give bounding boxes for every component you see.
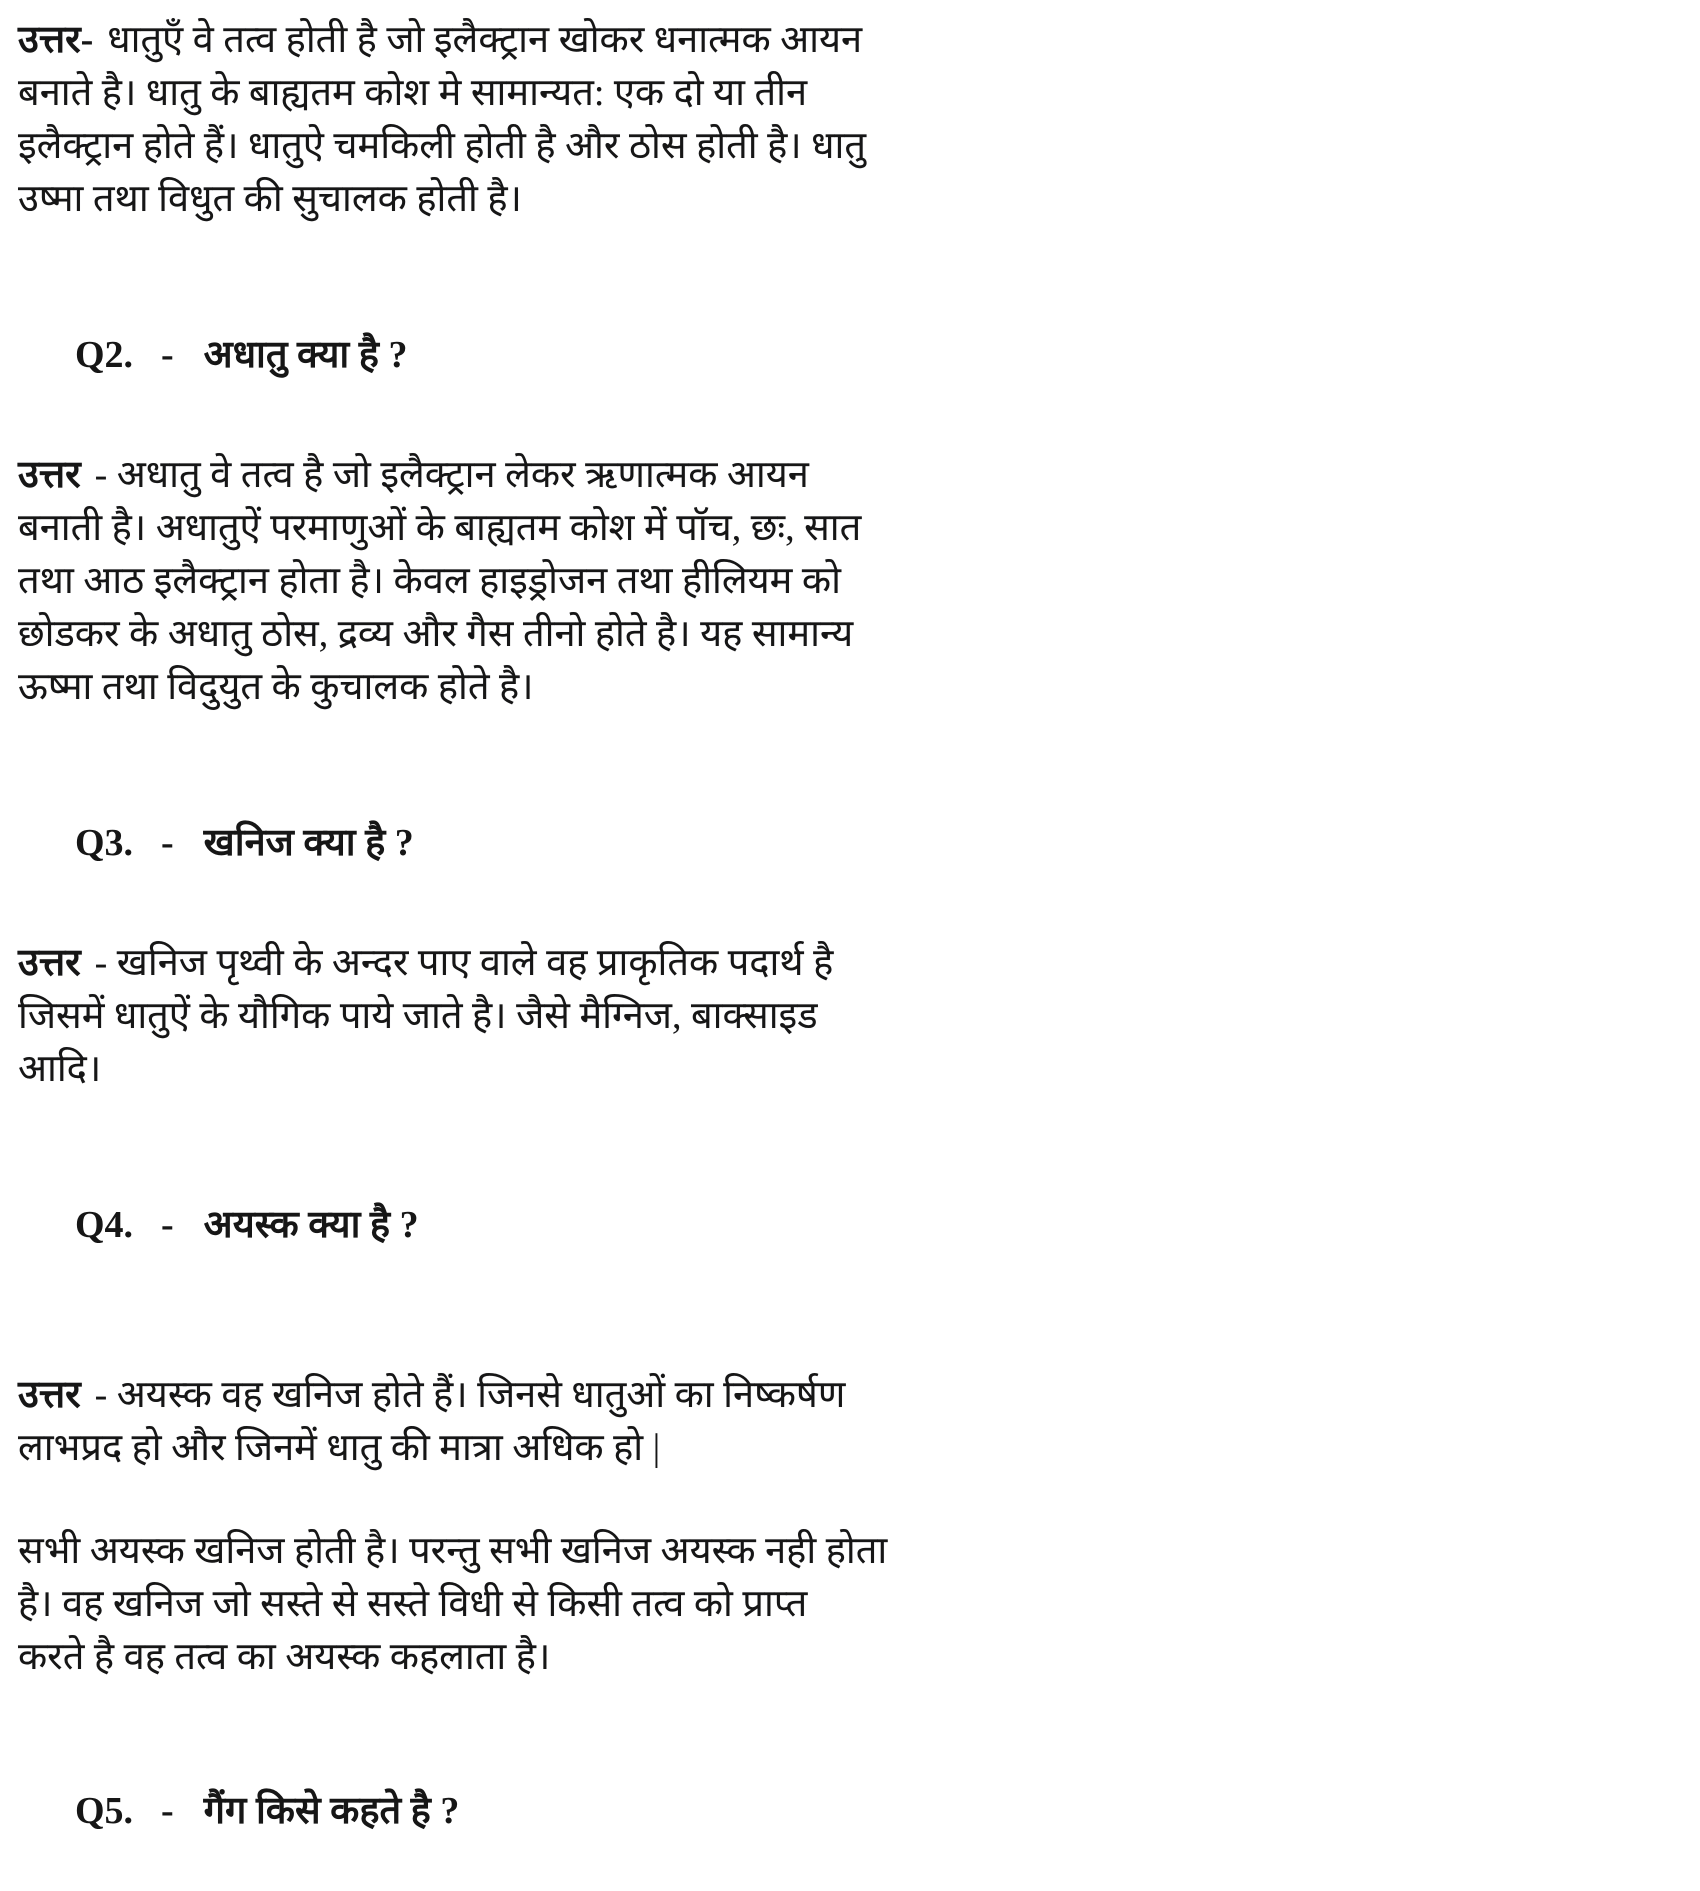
text-line-rest: - खनिज पृथ्वी के अन्दर पाए वाले वह प्राकृतिक पदार्थ है <box>94 942 834 984</box>
answer-label: उत्तर- <box>18 19 94 61</box>
question-heading-q4 <box>18 1146 1123 1305</box>
text-line <box>18 14 1123 67</box>
text-line: इलैक्ट्रान होते हैं। धातुऐ चमकिली होती है और ठोस होती है। धातु <box>18 125 867 167</box>
text-line <box>18 1369 1123 1422</box>
text-line: बनाती है। अधातुऐं परमाणुओं के बाह्यतम कोश में पॉच, छः, सात <box>18 507 862 549</box>
spacer <box>18 1319 1123 1369</box>
answer-label: उत्तर <box>18 1374 81 1416</box>
text-line: सभी अयस्क खनिज होती है। परन्तु सभी खनिज अयस्क नही होता <box>18 1530 888 1572</box>
question-dash: - <box>161 334 174 376</box>
answer-label: उत्तर <box>18 942 81 984</box>
text-line <box>18 937 1123 990</box>
question-number: Q3. <box>75 822 134 864</box>
text-line: है। वह खनिज जो सस्ते से सस्ते विधी से किसी तत्व को प्राप्त <box>18 1583 808 1625</box>
question-title: अधातु क्या है ? <box>203 334 408 376</box>
q1-answer-paragraph <box>18 14 1123 226</box>
text-line-rest: - अधातु वे तत्व है जो इलैक्ट्रान लेकर ऋणात्मक आयन <box>94 454 809 496</box>
text-line: उष्मा तथा विधुत की सुचालक होती है। <box>18 178 522 220</box>
question-title: खनिज क्या है ? <box>203 822 414 864</box>
text-line: तथा आठ इलैक्ट्रान होता है। केवल हाइड्रोजन तथा हीलियम को <box>18 560 841 602</box>
question-number: Q2. <box>75 334 134 376</box>
text-line-rest: धातुएँ वे तत्व होती है जो इलैक्ट्रान खोकर धनात्मक आयन <box>107 19 863 61</box>
q3-answer-paragraph <box>18 937 1123 1096</box>
question-number: Q4. <box>75 1204 134 1246</box>
text-line: बनाते है। धातु के बाह्यतम कोश मे सामान्यत: एक दो या तीन <box>18 72 808 114</box>
question-number: Q5. <box>75 1790 134 1832</box>
question-heading-q2 <box>18 276 1123 435</box>
answer-label: उत्तर <box>18 454 81 496</box>
text-line <box>18 449 1123 502</box>
text-line: करते है वह तत्व का अयस्क कहलाता है। <box>18 1636 551 1678</box>
text-line: छोडकर के अधातु ठोस, द्रव्य और गैस तीनो होते है। यह सामान्य <box>18 613 854 655</box>
q4-answer-second-paragraph <box>18 1525 1123 1684</box>
text-line: लाभप्रद हो और जिनमें धातु की मात्रा अधिक हो | <box>18 1427 661 1469</box>
question-dash: - <box>161 1790 174 1832</box>
question-heading-q3 <box>18 764 1123 923</box>
text-line-rest: - अयस्क वह खनिज होते हैं। जिनसे धातुओं का निष्कर्षण <box>94 1374 846 1416</box>
text-line: ऊष्मा तथा विदुयुत के कुचालक होते है। <box>18 666 534 708</box>
question-heading-q5 <box>18 1732 1123 1891</box>
text-line: जिसमें धातुऐं के यौगिक पाये जाते है। जैसे मैग्निज, बाक्साइड <box>18 995 818 1037</box>
document-content <box>18 14 1123 1891</box>
question-title: अयस्क क्या है ? <box>203 1204 419 1246</box>
question-title: गैंग किसे कहते है ? <box>203 1790 460 1832</box>
question-dash: - <box>161 1204 174 1246</box>
q4-answer-paragraph <box>18 1369 1123 1475</box>
question-dash: - <box>161 822 174 864</box>
text-line: आदि। <box>18 1048 102 1090</box>
q2-answer-paragraph <box>18 449 1123 714</box>
